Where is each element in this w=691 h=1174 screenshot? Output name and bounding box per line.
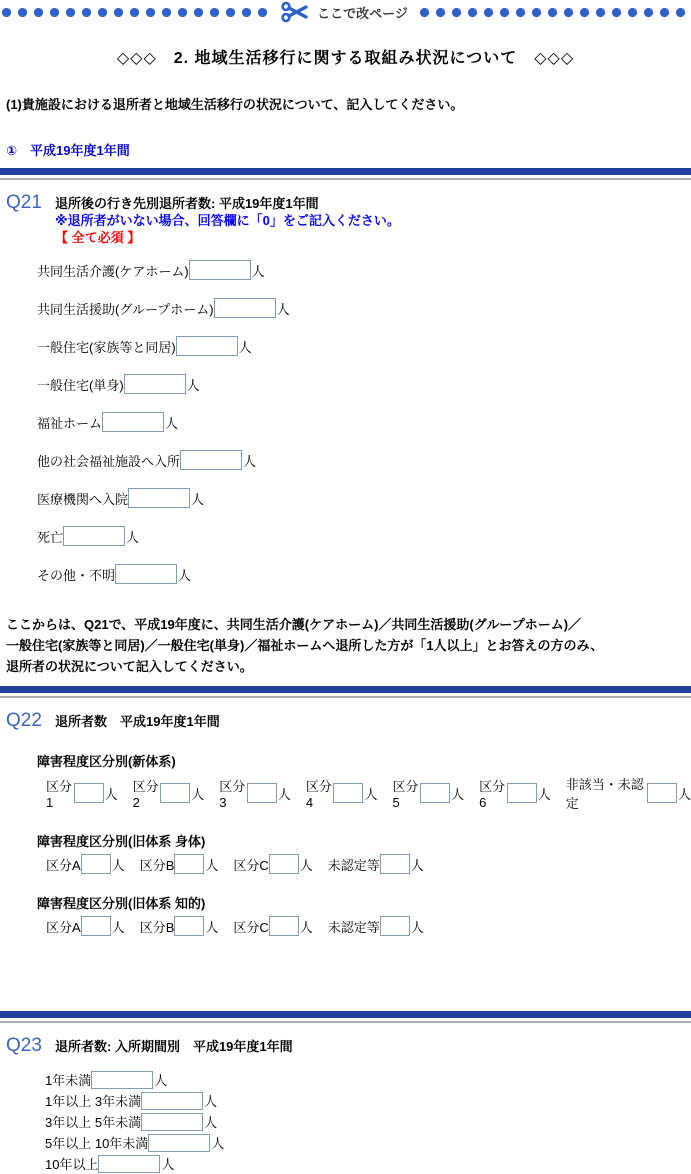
q23-title: 退所者数: 入所期間別 平成19年度1年間 <box>55 1039 293 1054</box>
q21-fields <box>37 259 691 585</box>
q22-header <box>6 710 691 732</box>
field-label: 一般住宅(家族等と同居) <box>37 339 176 355</box>
field-label: 10年以上 <box>45 1157 99 1172</box>
unit-label: 人 <box>191 786 205 802</box>
transition-note-line: 一般住宅(家族等と同居)／一般住宅(単身)／福祉ホームへ退所した方が「1人以上」とお答えの方のみ、 <box>6 638 604 653</box>
q22-id: Q22 <box>6 710 42 731</box>
unit-label: 人 <box>154 1073 168 1088</box>
q23-input-over-10years[interactable] <box>98 1155 160 1173</box>
unit-label: 人 <box>205 919 219 935</box>
unit-label: 人 <box>191 491 205 507</box>
field-row-5-to-10years <box>45 1132 691 1153</box>
q22-input-intellectual-kubun-a[interactable] <box>81 916 111 936</box>
field-label: 3年以上 5年未満 <box>45 1115 142 1130</box>
field-label: 区分C <box>233 857 269 873</box>
q22-input-intellectual-kubun-c[interactable] <box>269 916 299 936</box>
field-label: 共同生活介護(ケアホーム) <box>37 263 189 279</box>
field-row-group-home <box>37 297 691 319</box>
field-row-death <box>37 525 691 547</box>
q23-input-1-to-3years[interactable] <box>141 1092 203 1110</box>
q21-input-care-home[interactable] <box>189 260 251 280</box>
field-row-medical-institution <box>37 487 691 509</box>
q21-required-badge: 【 全て必須 】 <box>55 230 141 245</box>
unit-label: 人 <box>161 1157 175 1172</box>
q21-note: ※退所者がいない場合、回答欄に「0」をご記入ください。 <box>55 213 400 228</box>
group-item <box>328 854 424 874</box>
field-label: 区分1 <box>46 779 73 810</box>
group-item <box>133 776 205 810</box>
field-label: 福祉ホーム <box>37 415 103 431</box>
field-label: 区分C <box>233 919 269 935</box>
group-item <box>46 854 125 874</box>
field-label: 区分6 <box>479 779 506 810</box>
transition-note-line: 退所者の状況について記入してください。 <box>6 659 253 674</box>
group-item <box>46 916 125 936</box>
q21-id: Q21 <box>6 192 42 213</box>
unit-label: 人 <box>104 786 118 802</box>
unit-label: 人 <box>205 857 219 873</box>
q21-input-other-unknown[interactable] <box>115 564 177 584</box>
group-item <box>140 854 219 874</box>
field-row-under-1year <box>45 1069 691 1090</box>
field-label: 他の社会福祉施設へ入所 <box>37 453 181 469</box>
q21-input-group-home[interactable] <box>214 298 276 318</box>
field-label: 区分B <box>139 857 175 873</box>
group-item <box>306 776 378 810</box>
unit-label: 人 <box>204 1115 218 1130</box>
q22-input-kubun4[interactable] <box>333 783 363 803</box>
field-label: その他・不明 <box>37 567 116 583</box>
field-row-welfare-home <box>37 411 691 433</box>
unit-label: 人 <box>126 529 140 545</box>
transition-note <box>6 614 691 677</box>
field-row-general-housing-family <box>37 335 691 357</box>
q21-header <box>6 192 691 246</box>
group-item <box>46 776 118 810</box>
q22-input-intellectual-kubun-b[interactable] <box>174 916 204 936</box>
unit-label: 人 <box>111 857 125 873</box>
unit-label: 人 <box>204 1094 218 1109</box>
q23-input-3-to-5years[interactable] <box>141 1113 203 1131</box>
field-label: 区分A <box>46 919 81 935</box>
q21-input-death[interactable] <box>63 526 125 546</box>
unit-label: 人 <box>165 415 179 431</box>
spacer <box>0 936 691 1002</box>
field-label: 一般住宅(単身) <box>37 377 124 393</box>
field-label: 未認定等 <box>327 857 380 873</box>
unit-label: 人 <box>251 263 265 279</box>
page-break-separator <box>2 5 689 19</box>
unit-label: 人 <box>410 857 424 873</box>
unit-label: 人 <box>364 786 378 802</box>
q21-input-general-housing-family[interactable] <box>176 336 238 356</box>
q22-input-physical-kubun-a[interactable] <box>81 854 111 874</box>
field-row-care-home <box>37 259 691 281</box>
q22-group-row-old-intellectual <box>46 916 691 936</box>
unit-label: 人 <box>178 567 192 583</box>
field-label: 区分3 <box>219 779 246 810</box>
q21-input-welfare-home[interactable] <box>102 412 164 432</box>
q22-group-heading-new-system: 障害程度区分別(新体系) <box>37 754 176 769</box>
field-label: 共同生活援助(グループホーム) <box>37 301 214 317</box>
q22-input-kubun2[interactable] <box>160 783 190 803</box>
q22-input-intellectual-uncertified[interactable] <box>380 916 410 936</box>
field-label: 区分B <box>139 919 175 935</box>
q21-input-other-welfare-facility[interactable] <box>180 450 242 470</box>
dotted-line-right <box>420 8 689 17</box>
q22-input-not-applicable[interactable] <box>647 783 677 803</box>
unit-label: 人 <box>299 919 313 935</box>
q23-fields <box>45 1069 691 1174</box>
field-label: 未認定等 <box>327 919 380 935</box>
unit-label: 人 <box>243 453 257 469</box>
field-label: 区分4 <box>305 779 332 810</box>
unit-label: 人 <box>410 919 424 935</box>
q22-group-row-new-system <box>46 774 691 812</box>
transition-note-line: ここからは、Q21で、平成19年度に、共同生活介護(ケアホーム)／共同生活援助(グループホーム)／ <box>6 617 582 632</box>
q21-input-medical-institution[interactable] <box>128 488 190 508</box>
field-label: 区分2 <box>132 779 159 810</box>
page-break-label: ここで改ページ <box>317 5 408 21</box>
unit-label: 人 <box>277 786 291 802</box>
field-row-other-unknown <box>37 563 691 585</box>
q22-input-kubun5[interactable] <box>420 783 450 803</box>
q23-header <box>6 1035 691 1057</box>
q21-head <box>55 192 400 246</box>
q22-input-physical-kubun-c[interactable] <box>269 854 299 874</box>
section-divider <box>0 168 691 180</box>
q22-title: 退所者数 平成19年度1年間 <box>55 714 220 729</box>
unit-label: 人 <box>299 857 313 873</box>
section-divider <box>0 686 691 698</box>
group-item <box>233 916 312 936</box>
field-row-3-to-5years <box>45 1111 691 1132</box>
q21-input-general-housing-single[interactable] <box>124 374 186 394</box>
field-label: 死亡 <box>37 529 64 545</box>
field-label: 5年以上 10年未満 <box>45 1136 149 1151</box>
period-heading: ① 平成19年度1年間 <box>6 143 130 158</box>
field-label: 区分5 <box>392 779 419 810</box>
q22-input-kubun1[interactable] <box>74 783 104 803</box>
unit-label: 人 <box>186 377 200 393</box>
scissors-icon <box>281 1 309 23</box>
field-label: 医療機関へ入院 <box>37 491 129 507</box>
group-item <box>479 776 551 810</box>
field-label: 1年以上 3年未満 <box>45 1094 142 1109</box>
q23-input-5-to-10years[interactable] <box>148 1134 210 1152</box>
field-row-other-welfare-facility <box>37 449 691 471</box>
intro-text: (1)貴施設における退所者と地域生活移行の状況について、記入してください。 <box>6 97 464 112</box>
unit-label: 人 <box>451 786 465 802</box>
unit-label: 人 <box>677 786 691 802</box>
field-label: 非該当・未認定 <box>565 777 644 811</box>
q23-input-under-1year[interactable] <box>91 1071 153 1089</box>
q22-input-physical-kubun-b[interactable] <box>174 854 204 874</box>
group-item <box>566 774 691 812</box>
q21-title: 退所後の行き先別退所者数: 平成19年度1年間 <box>55 196 319 211</box>
dotted-line-left <box>2 8 271 17</box>
unit-label: 人 <box>276 301 290 317</box>
group-item <box>140 916 219 936</box>
unit-label: 人 <box>238 339 252 355</box>
field-label: 1年未満 <box>45 1073 92 1088</box>
group-item <box>328 916 424 936</box>
q22-group-row-old-physical <box>46 854 691 874</box>
field-label: 区分A <box>46 857 81 873</box>
page-title: ◇◇◇ 2. 地域生活移行に関する取組み状況について ◇◇◇ <box>116 50 575 67</box>
q22-group-heading-old-intellectual: 障害程度区分別(旧体系 知的) <box>37 896 206 911</box>
q23-id: Q23 <box>6 1035 42 1056</box>
q22-input-kubun6[interactable] <box>507 783 537 803</box>
group-item <box>393 776 465 810</box>
field-row-1-to-3years <box>45 1090 691 1111</box>
unit-label: 人 <box>111 919 125 935</box>
group-item <box>233 854 312 874</box>
unit-label: 人 <box>537 786 551 802</box>
q22-group-heading-old-physical: 障害程度区分別(旧体系 身体) <box>37 834 206 849</box>
field-row-general-housing-single <box>37 373 691 395</box>
field-row-over-10years <box>45 1153 691 1174</box>
group-item <box>219 776 291 810</box>
section-divider <box>0 1011 691 1023</box>
q22-input-physical-uncertified[interactable] <box>380 854 410 874</box>
q22-input-kubun3[interactable] <box>247 783 277 803</box>
unit-label: 人 <box>211 1136 225 1151</box>
